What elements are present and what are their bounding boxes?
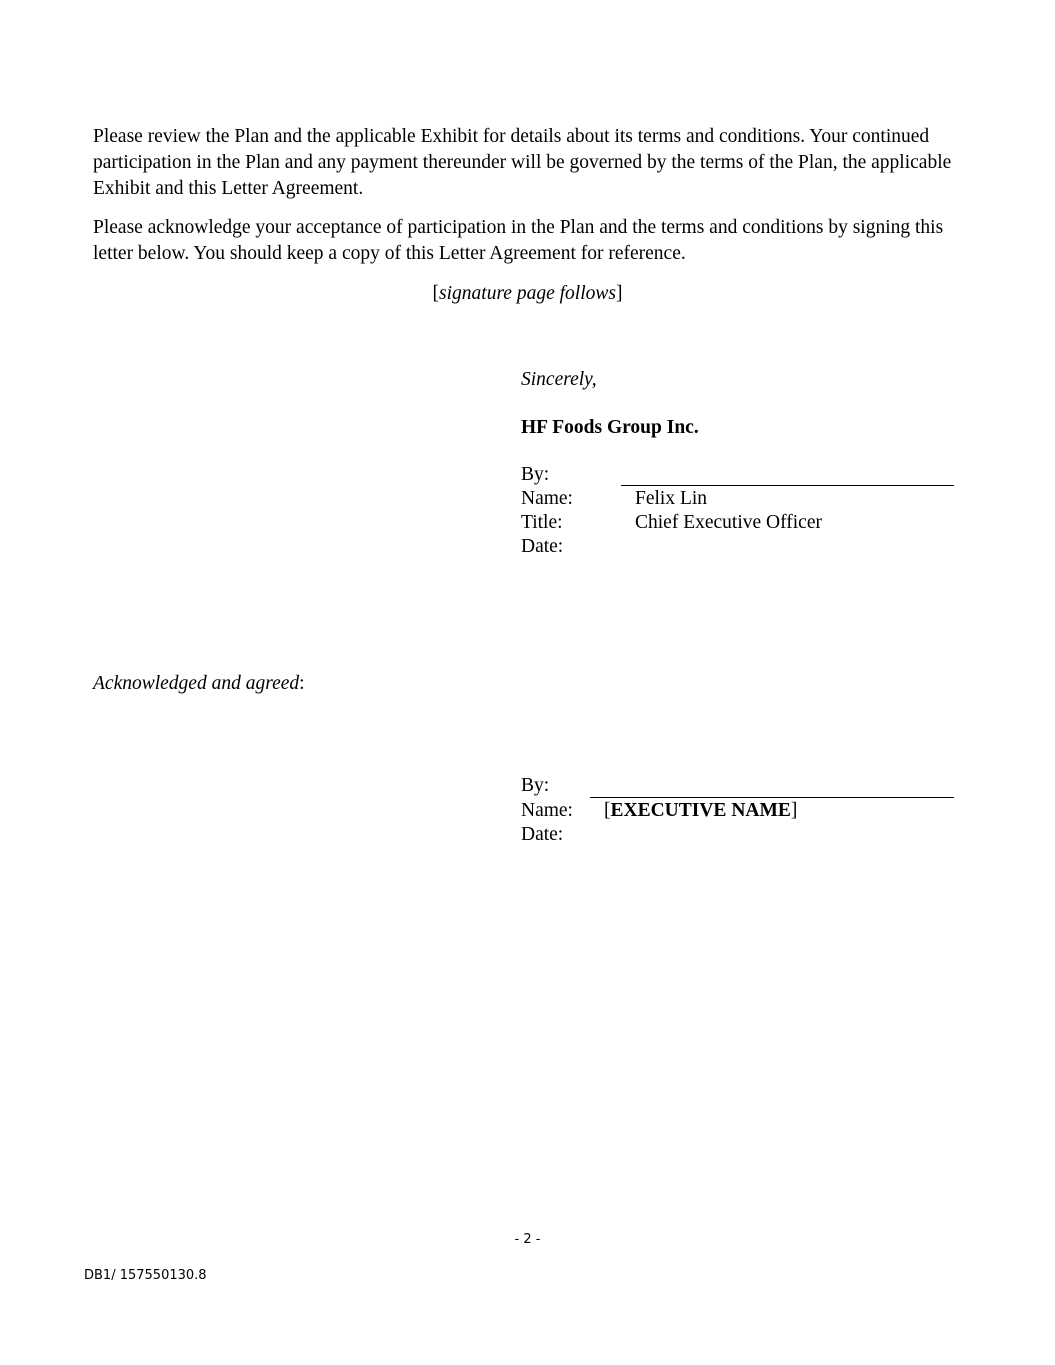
company-signature-line (621, 485, 954, 486)
signature-page-note: [signature page follows] (432, 283, 623, 304)
signer-name: Felix Lin (635, 488, 708, 509)
executive-name-placeholder: [EXECUTIVE NAME] (604, 800, 798, 821)
company-name-label: Name: (521, 488, 573, 509)
document-id: DB1/ 157550130.8 (84, 1268, 207, 1283)
closing-sincerely: Sincerely, (521, 369, 597, 390)
page-number: - 2 - (514, 1232, 541, 1247)
company-title-label: Title: (521, 512, 563, 533)
executive-by-label: By: (521, 775, 550, 796)
company-by-label: By: (521, 464, 550, 485)
body-paragraph-1: Please review the Plan and the applicable Exhibit for details about its terms and conditions. Your continued participation in the Plan and any payment thereunder will be governed by the terms of the Plan, the applicable Exhibit and this Letter Agreement. (93, 126, 952, 199)
executive-signature-line (590, 797, 954, 798)
signer-title: Chief Executive Officer (635, 512, 822, 533)
executive-name-label: Name: (521, 800, 573, 821)
acknowledged-heading: Acknowledged and agreed: (93, 673, 305, 694)
executive-date-label: Date: (521, 824, 564, 845)
company-date-label: Date: (521, 536, 564, 557)
company-name: HF Foods Group Inc. (521, 417, 699, 438)
body-paragraph-2: Please acknowledge your acceptance of participation in the Plan and the terms and conditions by signing this letter below. You should keep a copy of this Letter Agreement for reference. (93, 217, 944, 264)
